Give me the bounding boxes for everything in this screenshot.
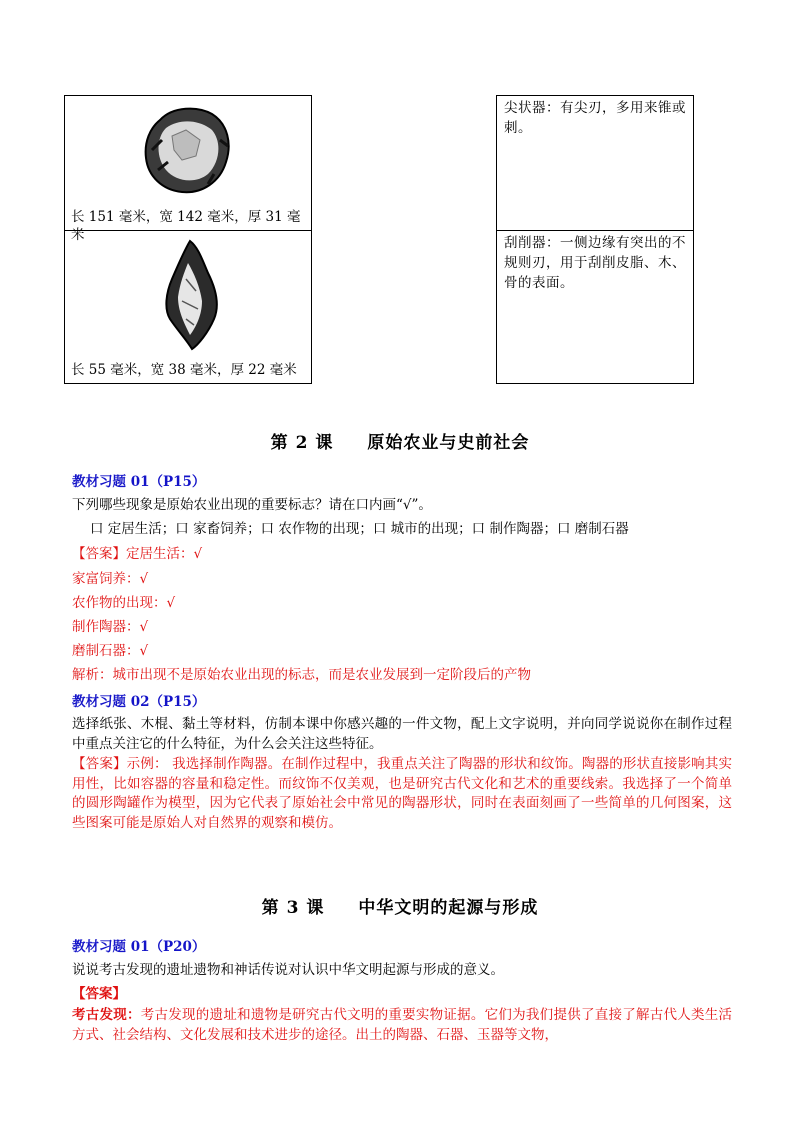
lesson-3-name: 中华文明的起源与形成 [358,898,539,918]
l2-ex1-question: 下列哪些现象是原始农业出现的重要标志？请在口内画“√”。 [72,497,432,513]
l3-ex1-title: 教材习题 01（P20） [72,939,206,955]
l3-ex1-answer-label: 【答案】 [72,986,126,1002]
table-cell-desc-1 [496,95,694,231]
l2-ex2-title: 教材习题 02（P15） [72,694,206,710]
l2-ex1-answer-2: 家富饲养：√ [72,571,149,587]
l2-ex1-answer-label: 【答案】 [72,546,126,562]
l2-ex1-answer-1: 【答案】定居生活：√ [72,546,203,562]
table-cell-tool-2 [64,230,312,384]
table-cell-tool-1 [64,95,312,243]
stone-chopper-illustration [138,100,238,200]
tool-2-caption: 长 55 毫米，宽 38 毫米，厚 22 毫米 [71,362,297,378]
l2-ex1-title: 教材习题 01（P15） [72,474,206,490]
lesson-3-title [0,893,800,918]
lesson-3-number: 第 3 课 [261,898,325,918]
l2-ex1-answer-4: 制作陶器：√ [72,619,149,635]
desc-pointed-tool: 尖状器：有尖刃，多用来锥或刺。 [504,100,686,136]
lesson-2-title [0,428,800,453]
l2-ex2-question: 选择纸张、木棍、黏土等材料，仿制本课中你感兴趣的一件文物，配上文字说明，并向同学说说你在制作过程中重点关注它的什么特征，为什么会关注这些特征。 [72,716,732,752]
table-cell-desc-2 [496,230,694,384]
l2-ex2-answer-label: 【答案】 [72,756,127,772]
l2-ex1-answer-3: 农作物的出现：√ [72,595,176,611]
stone-point-illustration [158,239,228,351]
lesson-2-number: 第 2 课 [270,433,334,453]
l3-ex1-answer-heading: 考古发现： [72,1007,141,1023]
l3-ex1-answer: 考古发现：考古发现的遗址和遗物是研究古代文明的重要实物证据。它们为我们提供了直接了解古代人类生活方式、社会结构、文化发展和技术进步的途径。出土的陶器、石器、玉器等文物， [72,1007,733,1043]
l2-ex2-answer: 【答案】示例： 我选择制作陶器。在制作过程中，我重点关注了陶器的形状和纹饰。陶器的形状直接影响其实用性，比如容器的容量和稳定性。而纹饰不仅美观，也是研究古代文化和艺术的重要线索。我选择了一个简单的圆形陶罐作为模型，因为它代表了原始社会中常见的陶器形状，同时在表面刻画了一些简单的几何图案，这些图案可能是原始人对自然界的观察和模仿。 [72,756,733,831]
lesson-2-name: 原始农业与史前社会 [367,433,530,453]
l2-ex1-answer-5: 磨制石器：√ [72,643,149,659]
desc-scraper: 刮削器：一侧边缘有突出的不规则刃，用于刮削皮脂、木、骨的表面。 [504,235,686,291]
l3-ex1-question: 说说考古发现的遗址遗物和神话传说对认识中华文明起源与形成的意义。 [72,962,504,978]
l2-ex1-analysis: 解析：城市出现不是原始农业出现的标志，而是农业发展到一定阶段后的产物 [72,667,531,683]
tool-1-caption: 长 151 毫米，宽 142 毫米，厚 31 毫米 [71,209,301,243]
l2-ex1-options: 口 定居生活；口 家畜饲养；口 农作物的出现；口 城市的出现；口 制作陶器；口 磨制石器 [90,521,629,537]
